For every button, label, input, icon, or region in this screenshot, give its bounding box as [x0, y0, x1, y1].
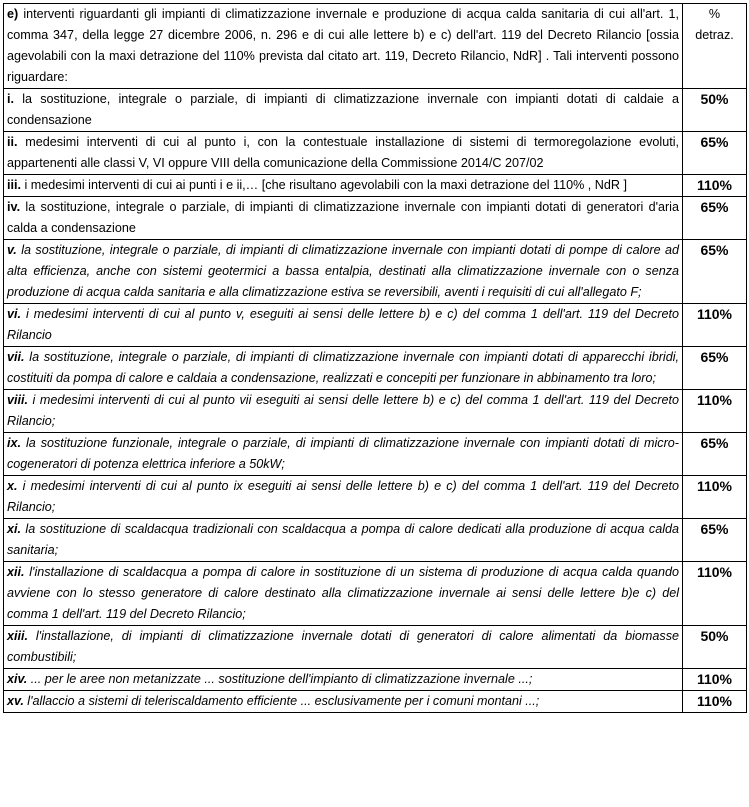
- row-percent: 110%: [683, 669, 747, 691]
- row-text: la sostituzione, integrale o parziale, di impianti di climatizzazione invernale con impianti dotati di caldaie a condensazione: [7, 92, 679, 127]
- row-description-cell: [4, 669, 683, 691]
- row-percent: 65%: [683, 240, 747, 304]
- table-row: [4, 433, 747, 476]
- row-text: la sostituzione funzionale, integrale o parziale, di impianti di climatizzazione invernale con impianti dotati di micro-cogeneratori di potenza elettrica inferiore a 50kW;: [7, 436, 679, 471]
- row-number: xii.: [7, 565, 25, 579]
- table-row: [4, 390, 747, 433]
- row-text: i medesimi interventi di cui al punto vii eseguiti ai sensi delle lettere b) e c) del comma 1 dell'art. 119 del Decreto Rilancio;: [7, 393, 679, 428]
- table-row: [4, 132, 747, 175]
- table-row: [4, 691, 747, 713]
- row-number: xiv.: [7, 672, 28, 686]
- header-letter: e): [7, 7, 19, 21]
- row-percent: 65%: [683, 197, 747, 240]
- row-description-cell: [4, 89, 683, 132]
- row-percent: 110%: [683, 304, 747, 347]
- row-description-cell: [4, 562, 683, 626]
- table-row: [4, 197, 747, 240]
- row-text: la sostituzione, integrale o parziale, di impianti di climatizzazione invernale con impianti dotati di generatori d'aria calda a condensazione: [7, 200, 679, 235]
- row-text: la sostituzione, integrale o parziale, di impianti di climatizzazione invernale con impianti dotati di apparecchi ibridi, costituiti da pompa di calore e caldaia a condensazione, realizzati e concepiti per funzionare in abbinamento tra loro;: [7, 350, 679, 385]
- row-number: x.: [7, 479, 18, 493]
- row-percent: 110%: [683, 175, 747, 197]
- row-text: medesimi interventi di cui al punto i, con la contestuale installazione di sistemi di termoregolazione evoluti, appartenenti alle classi V, VI oppure VIII della comunicazione della Commissione 2014/C 207/02: [7, 135, 679, 170]
- table-row: [4, 347, 747, 390]
- row-number: ix.: [7, 436, 22, 450]
- row-number: iv.: [7, 200, 21, 214]
- table-header-row: [4, 4, 747, 89]
- row-description-cell: [4, 175, 683, 197]
- row-description-cell: [4, 626, 683, 669]
- row-description-cell: [4, 519, 683, 562]
- row-percent: 110%: [683, 691, 747, 713]
- header-text: interventi riguardanti gli impianti di climatizzazione invernale e produzione di acqua calda sanitaria di cui all'art. 1, comma 347, della legge 27 dicembre 2006, n. 296 e di cui alle lettere b) e c) dell'art. 119 del Decreto Rilancio [ossia agevolabili con la maxi detrazione del 110% prevista dal citato art. 119, Decreto Rilancio, NdR] . Tali interventi possono riguardare:: [7, 7, 679, 84]
- row-number: i.: [7, 92, 14, 106]
- row-percent: 110%: [683, 476, 747, 519]
- header-pct-line2: detraz.: [695, 28, 734, 42]
- row-description-cell: [4, 347, 683, 390]
- row-percent: 110%: [683, 390, 747, 433]
- table-row: [4, 562, 747, 626]
- row-number: xi.: [7, 522, 22, 536]
- row-percent: 65%: [683, 347, 747, 390]
- row-description-cell: [4, 476, 683, 519]
- header-pct-line1: %: [708, 7, 721, 21]
- row-number: xiii.: [7, 629, 28, 643]
- row-description-cell: [4, 691, 683, 713]
- row-percent: 65%: [683, 132, 747, 175]
- row-description-cell: [4, 433, 683, 476]
- row-text: i medesimi interventi di cui al punto ix eseguiti ai sensi delle lettere b) e c) del comma 1 dell'art. 119 del Decreto Rilancio;: [7, 479, 679, 514]
- row-text: la sostituzione di scaldacqua tradizionali con scaldacqua a pompa di calore dedicati alla produzione di acqua calda sanitaria;: [7, 522, 679, 557]
- table-row: [4, 175, 747, 197]
- row-percent: 50%: [683, 626, 747, 669]
- row-text: l'allaccio a sistemi di teleriscaldamento efficiente ... esclusivamente per i comuni montani ...;: [23, 694, 540, 708]
- table-row: [4, 519, 747, 562]
- table-row: [4, 304, 747, 347]
- row-percent: 50%: [683, 89, 747, 132]
- row-description-cell: [4, 390, 683, 433]
- table-row: [4, 240, 747, 304]
- row-text: la sostituzione, integrale o parziale, di impianti di climatizzazione invernale con impianti dotati di pompe di calore ad alta efficienza, anche con sistemi geotermici a bassa entalpia, destinati alla climatizzazione invernale con o senza produzione di acqua calda sanitaria e alla climatizzazione estiva se reversibili, aventi i requisiti di cui all'allegato F;: [7, 243, 679, 299]
- row-text: ... per le aree non metanizzate ... sostituzione dell'impianto di climatizzazione invernale ...;: [27, 672, 533, 686]
- header-description-cell: [4, 4, 683, 89]
- row-description-cell: [4, 197, 683, 240]
- row-text: l'installazione di scaldacqua a pompa di calore in sostituzione di un sistema di produzione di acqua calda quando avviene con lo stesso generatore di calore destinato alla climatizzazione invernale ai sensi delle lettere b)e c) del comma 1 dell'art. 119 del Decreto Rilancio;: [7, 565, 679, 621]
- table-row: [4, 89, 747, 132]
- row-text: i medesimi interventi di cui al punto v, eseguiti ai sensi delle lettere b) e c) del comma 1 dell'art. 119 del Decreto Rilancio: [7, 307, 679, 342]
- table-row: [4, 476, 747, 519]
- row-number: viii.: [7, 393, 28, 407]
- row-number: iii.: [7, 178, 21, 192]
- row-number: ii.: [7, 135, 18, 149]
- row-description-cell: [4, 132, 683, 175]
- row-number: vii.: [7, 350, 25, 364]
- header-percent-cell: [683, 4, 747, 89]
- row-description-cell: [4, 304, 683, 347]
- row-percent: 110%: [683, 562, 747, 626]
- row-description-cell: [4, 240, 683, 304]
- row-number: xv.: [7, 694, 24, 708]
- row-text: l'installazione, di impianti di climatizzazione invernale dotati di generatori di calore alimentati da biomasse combustibili;: [7, 629, 679, 664]
- row-number: v.: [7, 243, 17, 257]
- row-percent: 65%: [683, 433, 747, 476]
- detraction-table: [3, 3, 747, 713]
- row-text: i medesimi interventi di cui ai punti i e ii,… [che risultano agevolabili con la maxi detrazione del 110% , NdR ]: [21, 178, 627, 192]
- table-row: [4, 626, 747, 669]
- row-percent: 65%: [683, 519, 747, 562]
- table-row: [4, 669, 747, 691]
- row-number: vi.: [7, 307, 22, 321]
